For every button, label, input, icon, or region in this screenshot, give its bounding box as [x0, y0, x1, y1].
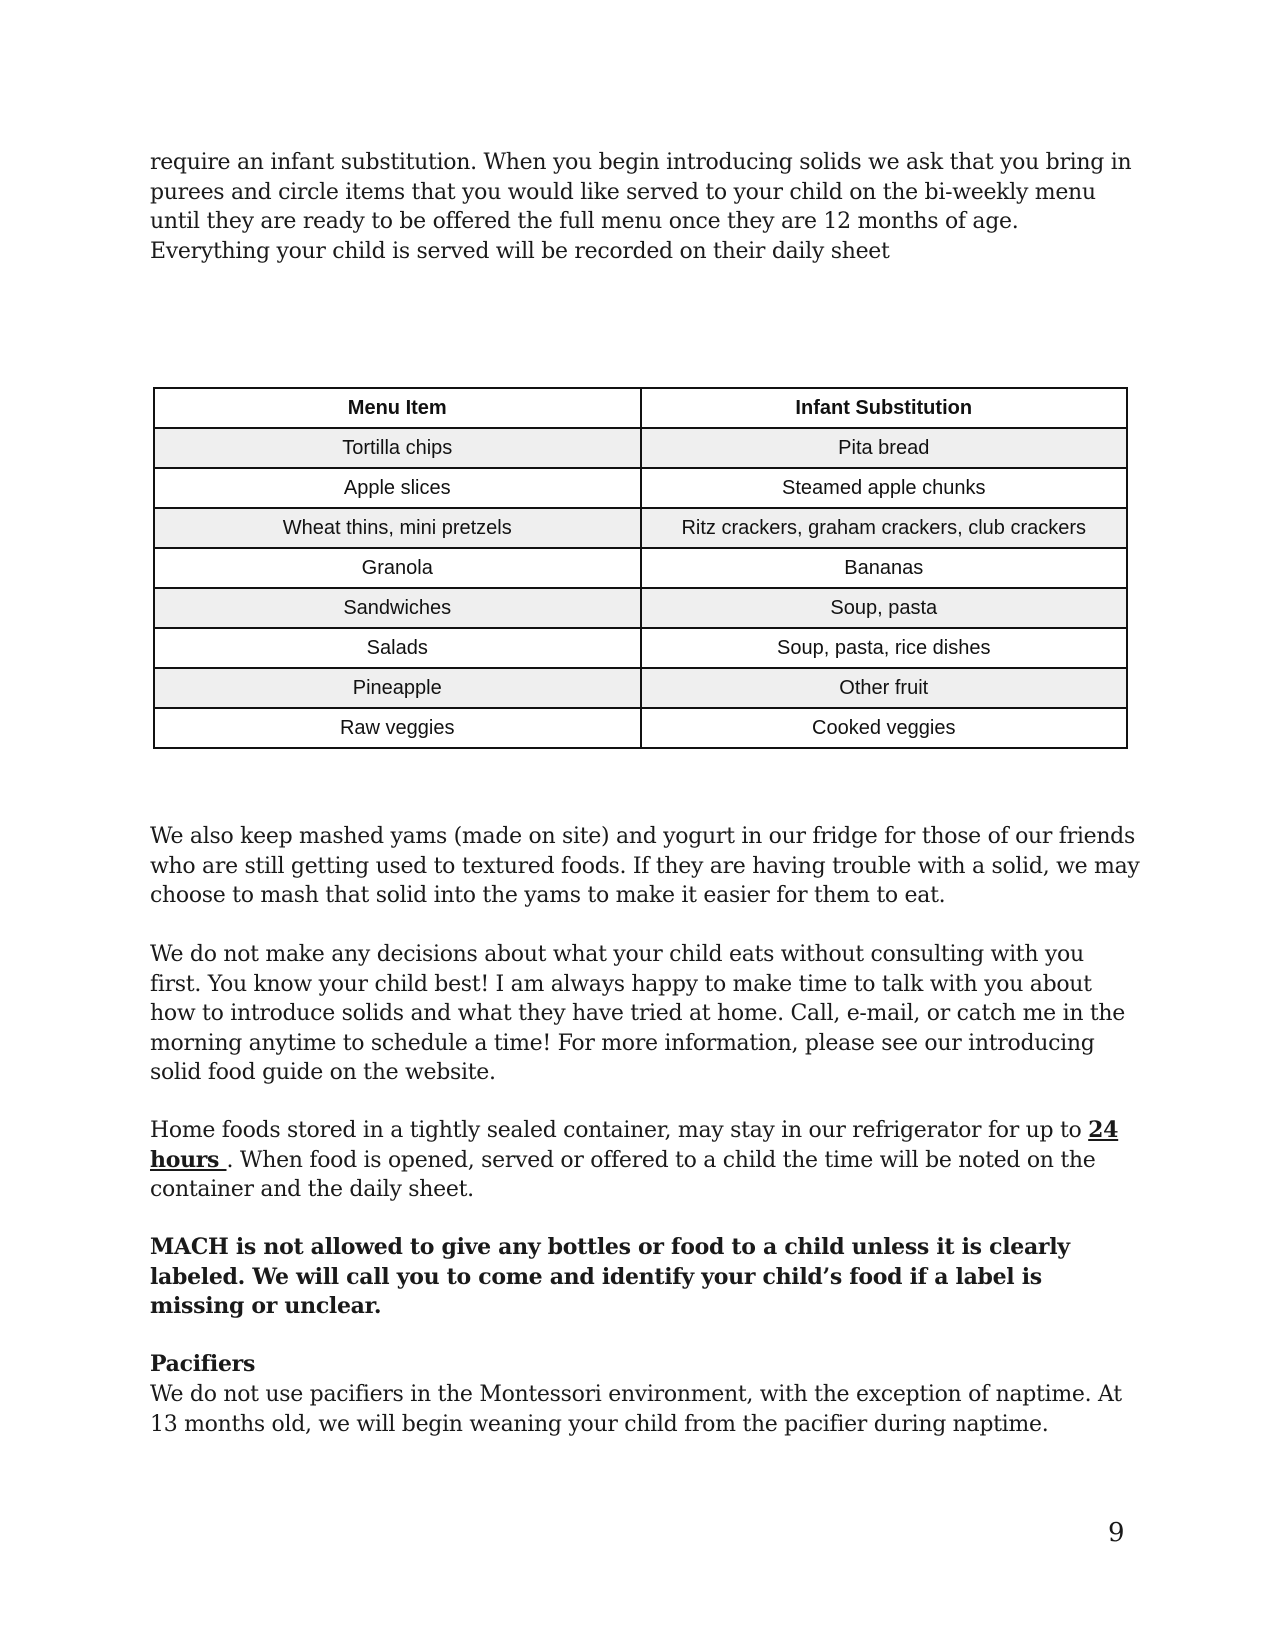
menu-item-cell: Sandwiches — [154, 588, 641, 628]
pacifiers-heading: Pacifiers — [150, 1351, 256, 1377]
substitution-cell: Ritz crackers, graham crackers, club crackers — [641, 508, 1128, 548]
substitution-cell: Cooked veggies — [641, 708, 1128, 748]
menu-item-cell: Apple slices — [154, 468, 641, 508]
substitution-cell: Pita bread — [641, 428, 1128, 468]
substitution-cell: Steamed apple chunks — [641, 468, 1128, 508]
page-number: 9 — [1108, 1518, 1125, 1548]
table-row — [154, 628, 1127, 668]
decisions-paragraph: We do not make any decisions about what your child eats without consulting with you first. You know your child best! I am always happy to make time to talk with you about how to introduce solids and what they have tried at home. Call, e-mail, or catch me in the morning anytime to schedule a time! For more information, please see our introducing solid food guide on the website. — [150, 942, 1126, 1085]
table-row — [154, 668, 1127, 708]
column-header-infant-substitution: Infant Substitution — [641, 388, 1128, 428]
table-row — [154, 588, 1127, 628]
home-foods-emphasis: 24 hours — [150, 1117, 1119, 1173]
menu-item-cell: Wheat thins, mini pretzels — [154, 508, 641, 548]
pacifiers-paragraph: We do not use pacifiers in the Montessori environment, with the exception of naptime. At 13 months old, we will begin weaning your child from the pacifier during naptime. — [150, 1382, 1122, 1437]
home-foods-text-after: . When food is opened, served or offered to a child the time will be noted on the container and the daily sheet. — [150, 1147, 1096, 1202]
table-header-row — [154, 388, 1127, 428]
table-row — [154, 708, 1127, 748]
substitution-cell: Soup, pasta — [641, 588, 1128, 628]
home-foods-paragraph — [150, 1116, 1140, 1205]
substitution-cell: Soup, pasta, rice dishes — [641, 628, 1128, 668]
menu-item-cell: Salads — [154, 628, 641, 668]
yams-paragraph: We also keep mashed yams (made on site) and yogurt in our fridge for those of our friends who are still getting used to textured foods. If they are having trouble with a solid, we may choose to mash that solid into the yams to make it easier for them to eat. — [150, 824, 1140, 908]
table-row — [154, 428, 1127, 468]
table-row — [154, 508, 1127, 548]
table-row — [154, 548, 1127, 588]
column-header-menu-item: Menu Item — [154, 388, 641, 428]
table-row — [154, 468, 1127, 508]
menu-item-cell: Pineapple — [154, 668, 641, 708]
substitution-table — [153, 387, 1128, 749]
intro-paragraph: require an infant substitution. When you begin introducing solids we ask that you bring in purees and circle items that you would like served to your child on the bi-weekly menu until they are ready to be offered the full menu once they are 12 months of age. Everything your child is served will be recorded on their daily sheet — [150, 150, 1132, 264]
menu-item-cell: Raw veggies — [154, 708, 641, 748]
menu-item-cell: Granola — [154, 548, 641, 588]
substitution-cell: Bananas — [641, 548, 1128, 588]
menu-item-cell: Tortilla chips — [154, 428, 641, 468]
label-warning-paragraph: MACH is not allowed to give any bottles or food to a child unless it is clearly labeled. We will call you to come and identify your child’s food if a label is missing or unclear. — [150, 1234, 1070, 1319]
home-foods-text-before: Home foods stored in a tightly sealed container, may stay in our refrigerator for up to — [150, 1118, 1089, 1143]
substitution-cell: Other fruit — [641, 668, 1128, 708]
